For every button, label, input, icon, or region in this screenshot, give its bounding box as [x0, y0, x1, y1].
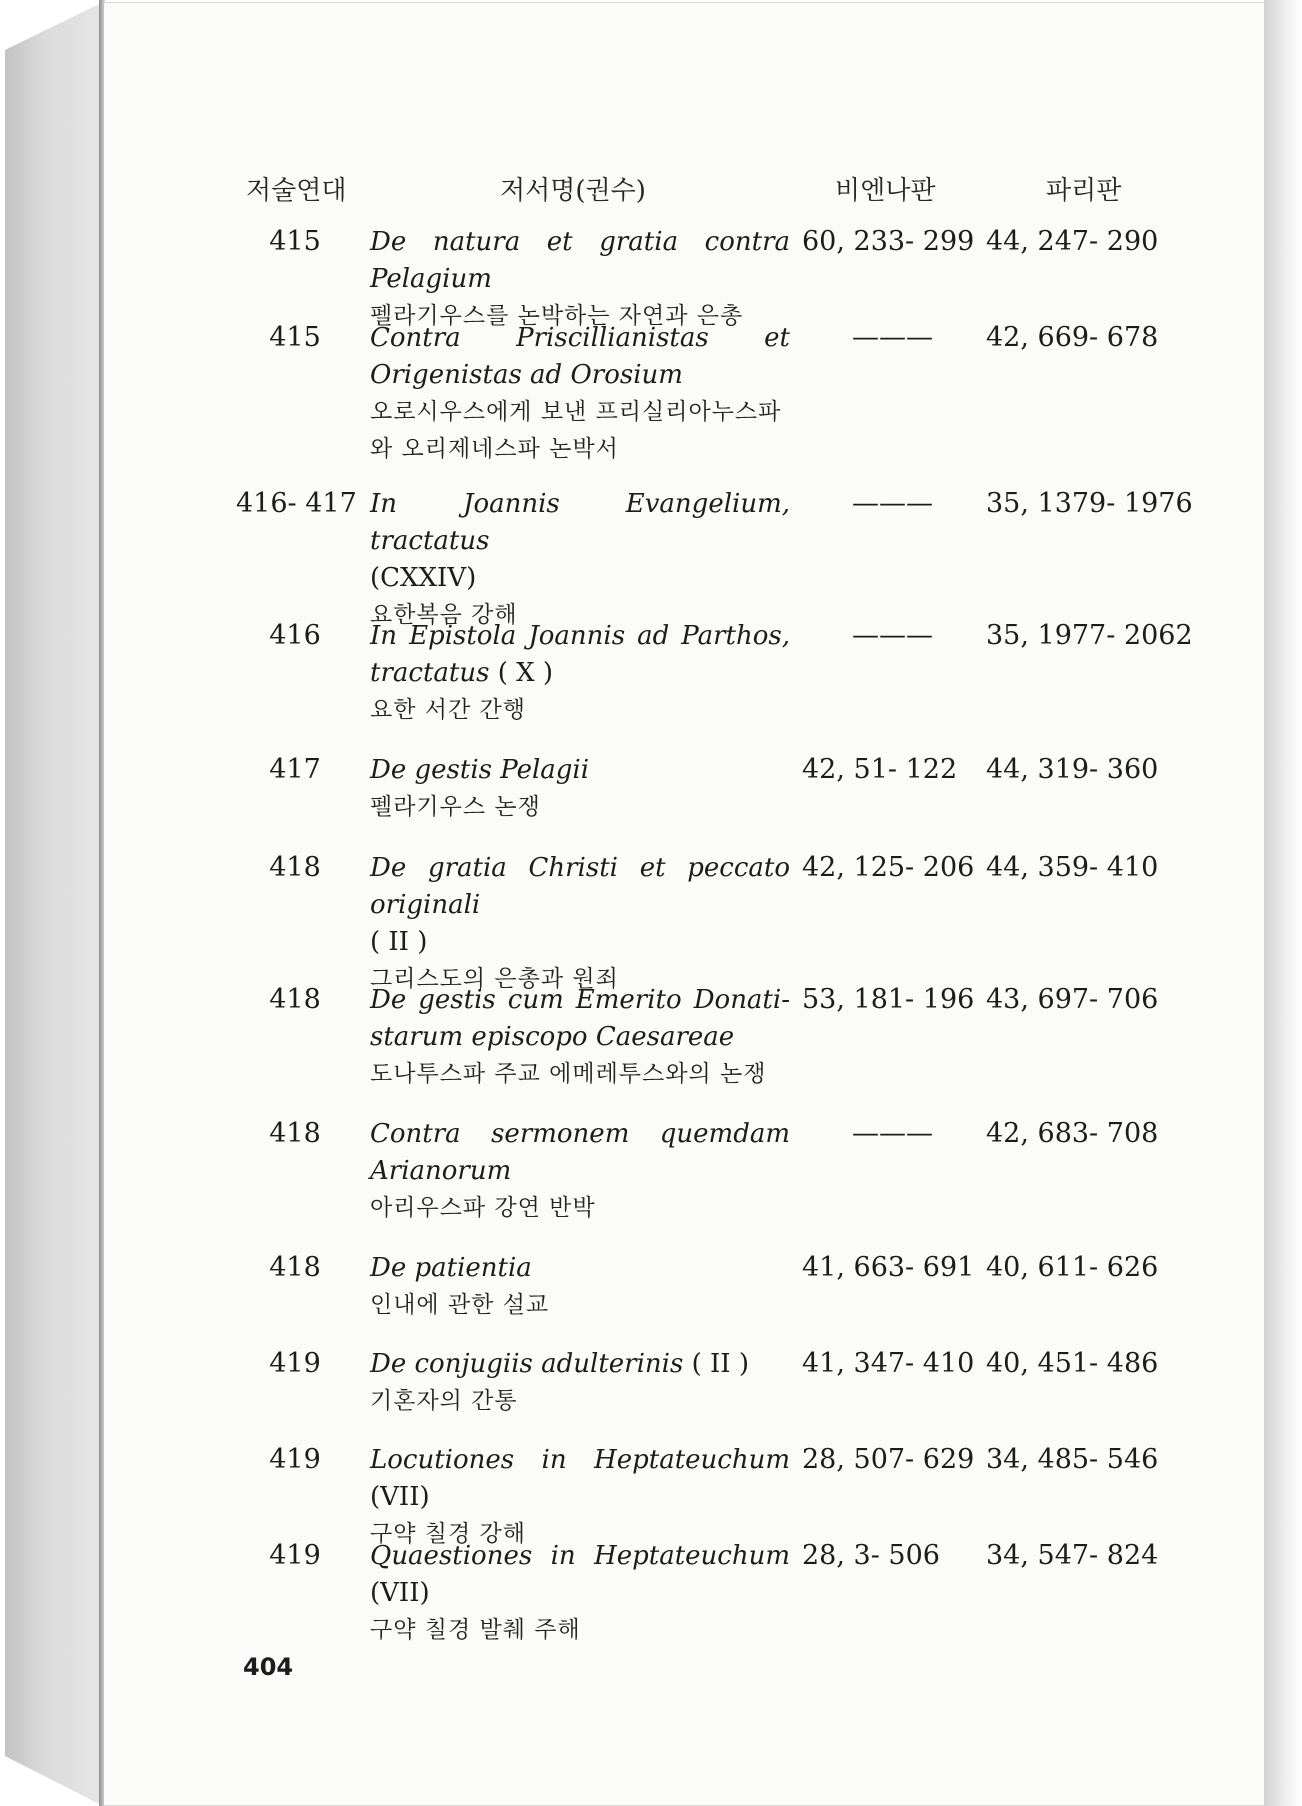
paris-edition: 40, 611- 626 [986, 1252, 1159, 1283]
vienna-edition: 42, 125- 206 [802, 852, 975, 883]
korean-title: 인내에 관한 설교 [370, 1292, 550, 1318]
korean-title: 구약 칠경 강해 [370, 1521, 526, 1547]
entry-title [370, 1538, 790, 1649]
korean-title: 아리우스파 강연 반박 [370, 1195, 596, 1221]
volume-count: ( X ) [497, 658, 554, 688]
latin-title: Quaestiones in Heptateuchum (VII) [370, 1541, 790, 1608]
vienna-edition: 42, 51- 122 [802, 754, 958, 785]
volume-count: ( II ) [691, 1349, 749, 1379]
paris-edition: 42, 683- 708 [986, 1118, 1159, 1149]
korean-title: 도나투스파 주교 에메레투스와의 논쟁 [370, 1061, 767, 1087]
latin-title: De gestis Pelagii [370, 755, 590, 785]
header-year: 저술연대 [246, 176, 347, 206]
latin-title: Contra sermonem quemdam Arianorum [370, 1119, 790, 1186]
entry-title [370, 1442, 790, 1553]
entry-year: 419 [269, 1348, 321, 1379]
header-vienna-edition: 비엔나판 [835, 176, 936, 206]
paris-edition: 35, 1379- 1976 [986, 488, 1193, 519]
entry-year: 415 [269, 226, 321, 257]
paris-edition: 42, 669- 678 [986, 322, 1159, 353]
paris-edition: 40, 451- 486 [986, 1348, 1159, 1379]
entry-year: 418 [269, 852, 321, 883]
entry-title [370, 1346, 790, 1420]
vienna-edition: ——— [852, 488, 933, 519]
korean-title: 그리스도의 은총과 원죄 [370, 966, 619, 992]
vienna-edition: 60, 233- 299 [802, 226, 975, 257]
entry-year: 416 [269, 620, 321, 651]
paris-edition: 35, 1977- 2062 [986, 620, 1193, 651]
vienna-edition: ——— [852, 620, 933, 651]
entry-year: 419 [269, 1540, 321, 1571]
page-edge-shadow [1264, 0, 1302, 1806]
volume-count: (VII) [370, 1578, 430, 1608]
entry-title [370, 618, 790, 729]
header-paris-edition: 파리판 [1046, 176, 1122, 206]
vienna-edition: 41, 347- 410 [802, 1348, 975, 1379]
vienna-edition: 28, 507- 629 [802, 1444, 975, 1475]
entry-year: 415 [269, 322, 321, 353]
entry-year: 417 [269, 754, 321, 785]
entry-year: 418 [269, 984, 321, 1015]
volume-count: (CXXIV) [370, 563, 477, 593]
latin-title: De natura et gratia contra Pelagium [370, 227, 790, 294]
latin-title: De gratia Christi et peccato originali ( II ) [370, 853, 790, 957]
table-header [0, 170, 1302, 206]
vienna-edition: ——— [852, 1118, 933, 1149]
vienna-edition: 53, 181- 196 [802, 984, 975, 1015]
latin-title: Locutiones in Heptateuchum (VII) [370, 1445, 790, 1512]
korean-title: 펠라기우스를 논박하는 자연과 은총 [370, 303, 744, 329]
latin-title: De conjugiis adulterinis ( II ) [370, 1349, 749, 1379]
korean-title: 요한복음 강해 [370, 602, 518, 628]
entry-title [370, 850, 790, 998]
entry-title [370, 752, 790, 826]
paris-edition: 44, 247- 290 [986, 226, 1159, 257]
latin-title: De patientia [370, 1253, 532, 1283]
entry-year: 416- 417 [236, 488, 357, 519]
header-title: 저서명(권수) [500, 176, 646, 206]
paris-edition: 34, 485- 546 [986, 1444, 1159, 1475]
korean-title: 요한 서간 간행 [370, 697, 526, 723]
paris-edition: 43, 697- 706 [986, 984, 1159, 1015]
entry-title [370, 1250, 790, 1324]
vienna-edition: 28, 3- 506 [802, 1540, 940, 1571]
korean-title: 기혼자의 간통 [370, 1388, 518, 1414]
book-spine [0, 0, 103, 1806]
volume-count: (VII) [370, 1482, 430, 1512]
paris-edition: 44, 359- 410 [986, 852, 1159, 883]
korean-title: 구약 칠경 발췌 주해 [370, 1617, 581, 1643]
entry-title [370, 982, 790, 1093]
latin-title: In Joannis Evangelium, tractatus (CXXIV) [370, 489, 790, 593]
paris-edition: 34, 547- 824 [986, 1540, 1159, 1571]
latin-title: Contra Priscillianistas et Origenistas ad Orosium [370, 323, 790, 390]
vienna-edition: ——— [852, 322, 933, 353]
entry-year: 418 [269, 1252, 321, 1283]
entry-year: 419 [269, 1444, 321, 1475]
entry-title [370, 1116, 790, 1227]
vienna-edition: 41, 663- 691 [802, 1252, 975, 1283]
entry-year: 418 [269, 1118, 321, 1149]
latin-title: In Epistola Joannis ad Parthos, tractatus ( X ) [370, 621, 790, 688]
korean-title: 펠라기우스 논쟁 [370, 794, 541, 820]
entry-title [370, 224, 790, 335]
paris-edition: 44, 319- 360 [986, 754, 1159, 785]
korean-title: 오로시우스에게 보낸 프리실리아누스파와 오리제네스파 논박서 [370, 399, 782, 462]
latin-title: De gestis cum Emerito Donatistarum episcopo Caesareae [370, 985, 790, 1052]
page-number: 404 [243, 1653, 294, 1681]
volume-count: ( II ) [370, 927, 428, 957]
entry-title [370, 486, 790, 634]
entry-title [370, 320, 790, 468]
